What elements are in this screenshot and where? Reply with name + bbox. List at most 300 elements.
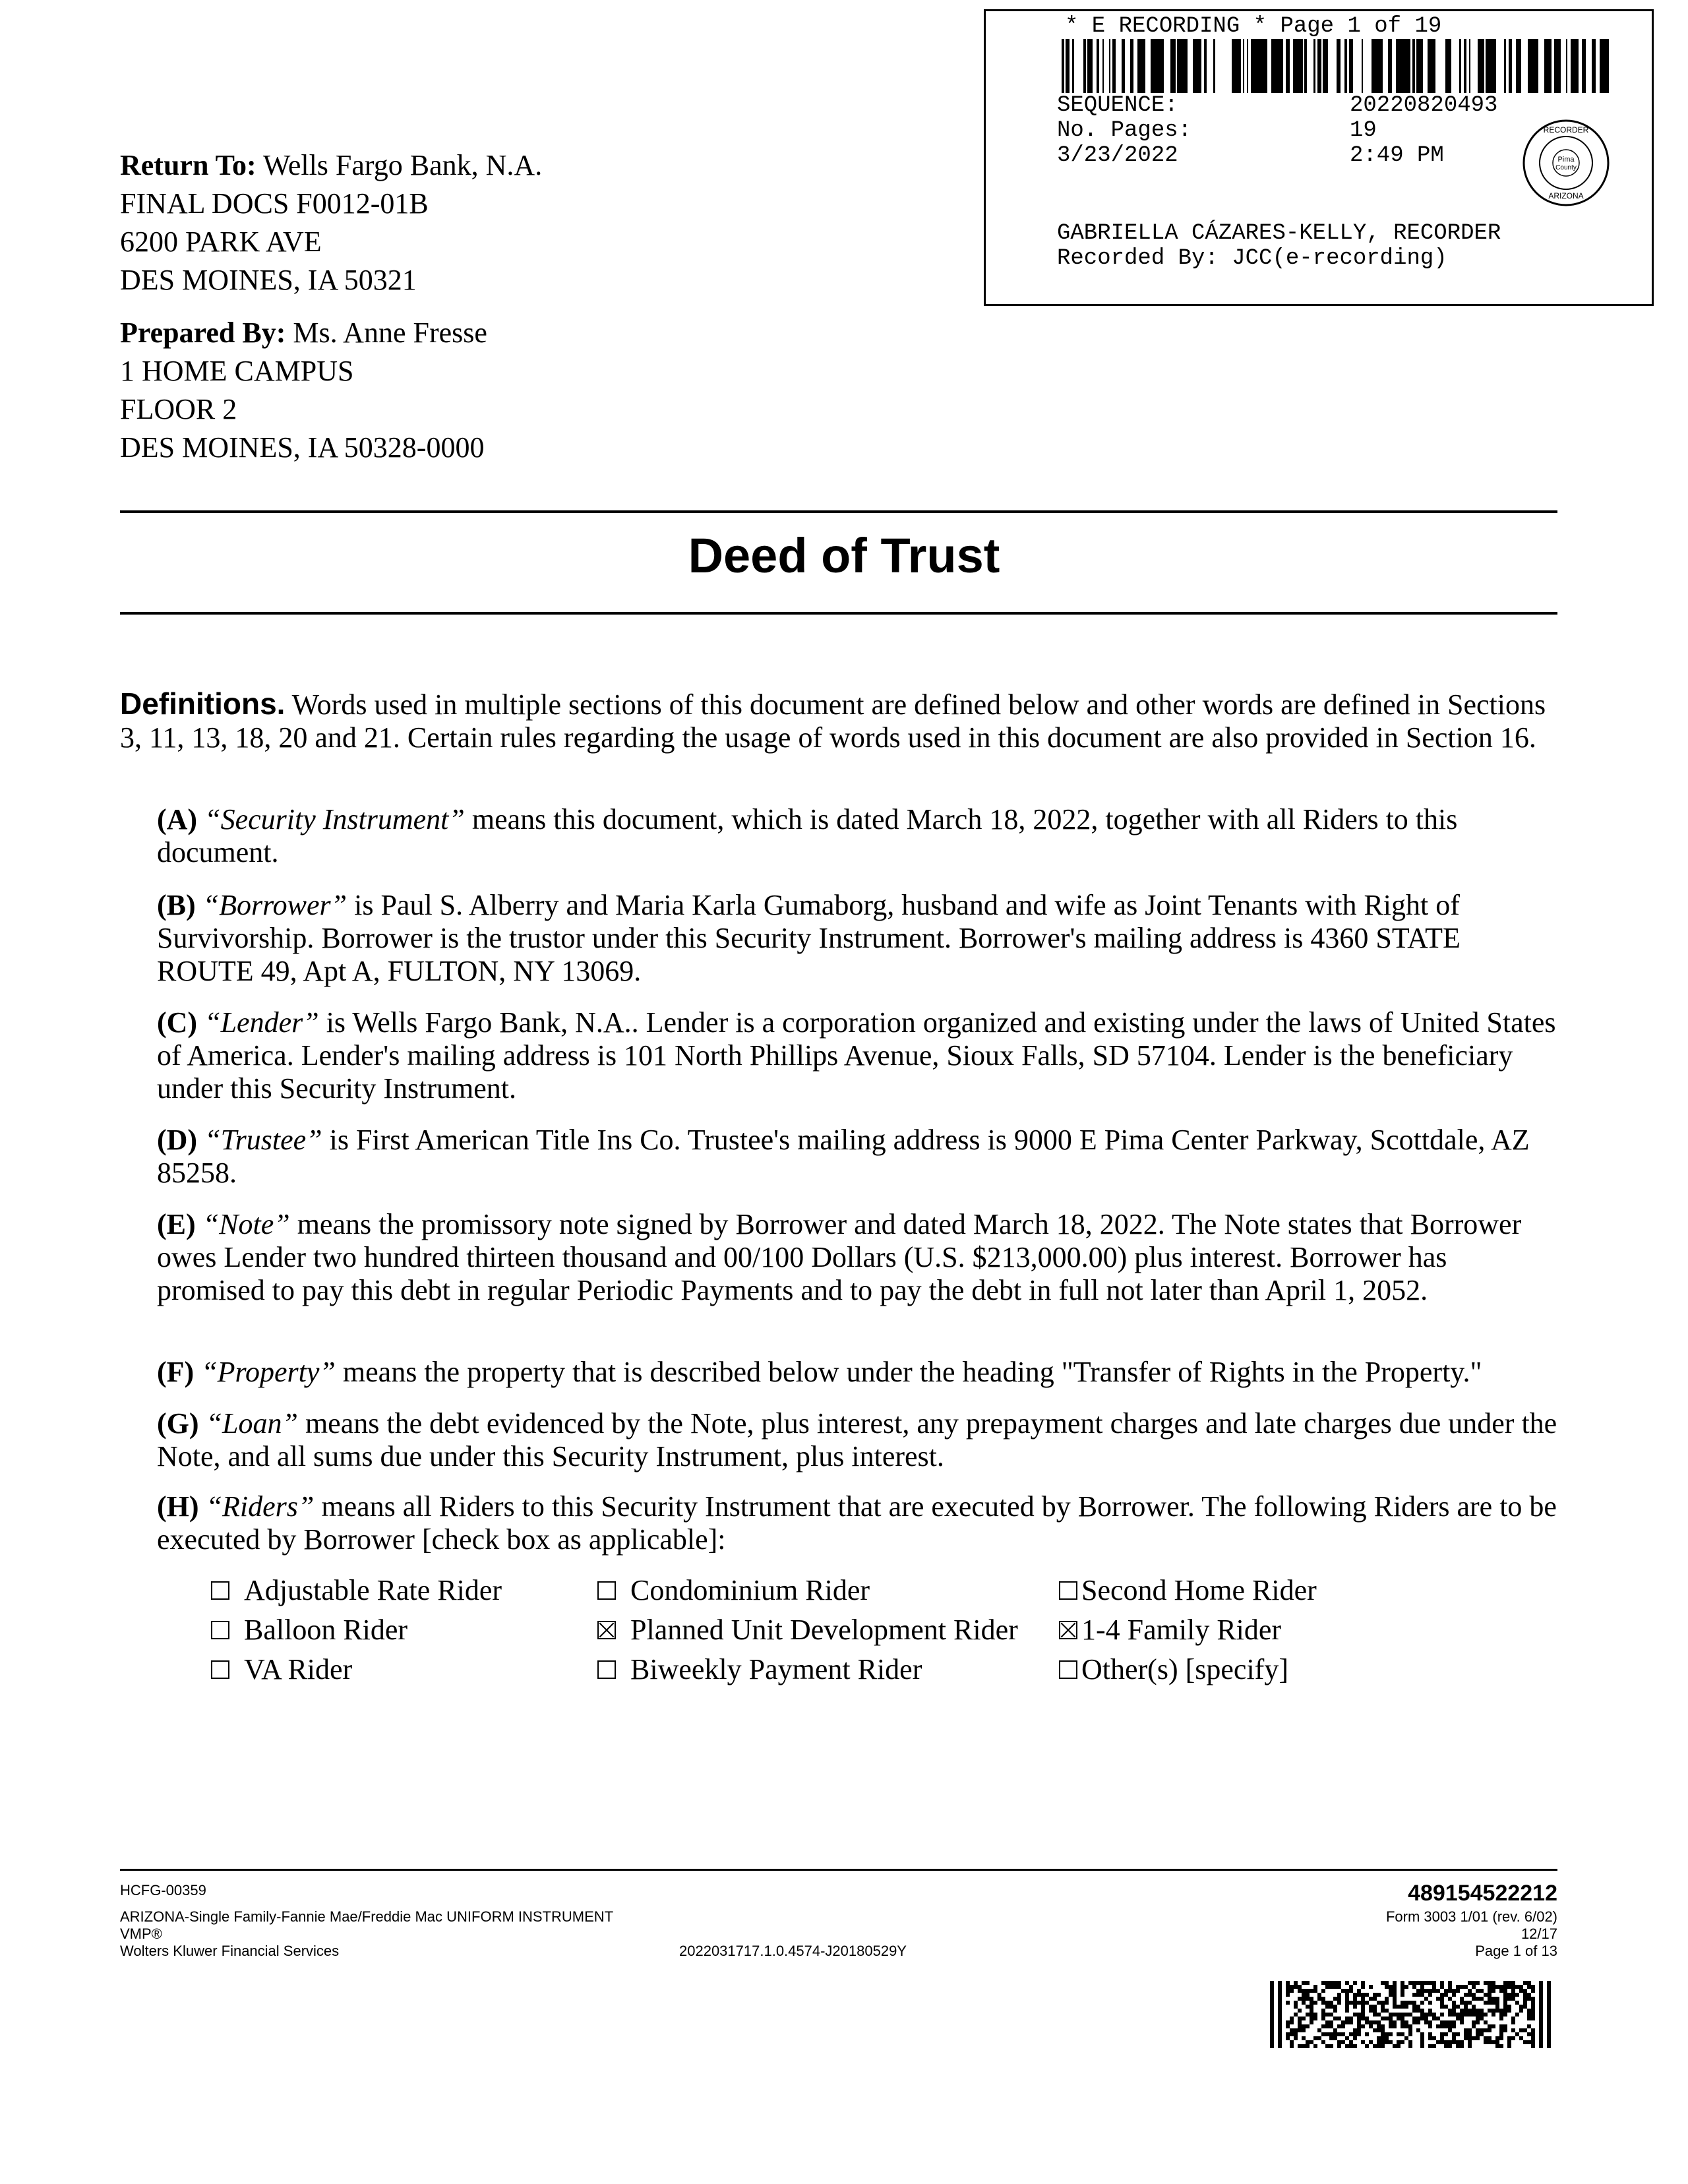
rider-1-4-family[interactable]: 1-4 Family Rider bbox=[1059, 1613, 1281, 1647]
barcode-bar bbox=[1388, 39, 1389, 93]
barcode-module bbox=[1310, 1997, 1313, 2001]
barcode-module bbox=[1393, 1989, 1397, 1993]
barcode-module bbox=[1349, 1985, 1353, 1989]
barcode-bar bbox=[1602, 39, 1603, 93]
barcode-module bbox=[1310, 1989, 1313, 1993]
barcode-module bbox=[1341, 2032, 1345, 2036]
barcode-module bbox=[1290, 1989, 1294, 1993]
rider-checkbox[interactable] bbox=[1059, 1581, 1077, 1600]
barcode-module bbox=[1337, 1997, 1341, 2001]
recorder-name: GABRIELLA CÁZARES-KELLY, RECORDER bbox=[1057, 221, 1501, 246]
barcode-module bbox=[1401, 1981, 1404, 1985]
barcode-module bbox=[1408, 1981, 1412, 1985]
barcode-module bbox=[1361, 2013, 1365, 2017]
barcode-module bbox=[1499, 2028, 1503, 2032]
barcode-module bbox=[1325, 2044, 1329, 2048]
barcode-module bbox=[1488, 2001, 1492, 2005]
barcode-bar bbox=[1606, 39, 1608, 93]
barcode-module bbox=[1373, 2028, 1377, 2032]
barcode-bar bbox=[1293, 39, 1296, 93]
barcode-module bbox=[1278, 2024, 1282, 2028]
barcode-module bbox=[1476, 2036, 1480, 2040]
barcode-bar bbox=[1559, 39, 1561, 93]
definition-item-b: (B) “Borrower” is Paul S. Alberry and Maria Karla Gumaborg, husband and wife as Joint Tenants with Right of Survivorship. Borrower is the trustor under this Security Instrument. Borrower's mailing address is 4360 STATE ROUTE 49, Apt A, FULTON, NY 13069. bbox=[157, 889, 1461, 987]
barcode-module bbox=[1325, 2005, 1329, 2009]
barcode-bar bbox=[1350, 39, 1353, 93]
definition-item-d: (D) “Trustee” is First American Title Ins Co. Trustee's mailing address is 9000 E Pima Center Parkway, Scottdale, AZ 85258. bbox=[157, 1124, 1530, 1189]
barcode-module bbox=[1480, 2028, 1484, 2032]
barcode-module bbox=[1373, 2013, 1377, 2017]
barcode-module bbox=[1484, 2036, 1488, 2040]
barcode-module bbox=[1329, 2044, 1333, 2048]
barcode-module bbox=[1499, 2017, 1503, 2020]
barcode-module bbox=[1452, 2009, 1456, 2013]
barcode-module bbox=[1401, 1985, 1404, 1989]
barcode-module bbox=[1286, 2020, 1290, 2024]
barcode-module bbox=[1539, 1997, 1543, 2001]
barcode-module bbox=[1492, 1997, 1495, 2001]
barcode-module bbox=[1412, 1981, 1416, 1985]
rider-checkbox[interactable] bbox=[211, 1660, 229, 1679]
barcode-module bbox=[1547, 1989, 1551, 1993]
barcode-bar bbox=[1304, 39, 1307, 93]
barcode-module bbox=[1401, 2001, 1404, 2005]
barcode-module bbox=[1329, 2020, 1333, 2024]
document-title: Deed of Trust bbox=[688, 528, 1000, 583]
barcode-module bbox=[1444, 2032, 1448, 2036]
barcode-module bbox=[1306, 2005, 1310, 2009]
barcode-bar bbox=[1375, 39, 1377, 93]
barcode-module bbox=[1499, 2036, 1503, 2040]
barcode-module bbox=[1511, 1993, 1515, 1997]
barcode-module bbox=[1531, 2040, 1535, 2044]
barcode-module bbox=[1357, 2024, 1361, 2028]
barcode-module bbox=[1357, 1989, 1361, 1993]
barcode-module bbox=[1480, 2032, 1484, 2036]
barcode-module bbox=[1492, 2001, 1495, 2005]
barcode-module bbox=[1440, 2036, 1444, 2040]
rider-checkbox[interactable] bbox=[597, 1660, 616, 1679]
barcode-bar bbox=[1603, 39, 1606, 93]
barcode-bar bbox=[1608, 39, 1609, 93]
barcode-module bbox=[1377, 2044, 1381, 2048]
recording-header: * E RECORDING * Page 1 of 19 bbox=[1065, 14, 1442, 39]
rider-checkbox[interactable] bbox=[597, 1621, 616, 1639]
barcode-module bbox=[1440, 1997, 1444, 2001]
svg-text:RECORDER: RECORDER bbox=[1543, 125, 1589, 135]
barcode-module bbox=[1472, 2020, 1476, 2024]
barcode-module bbox=[1329, 2005, 1333, 2009]
barcode-module bbox=[1278, 2017, 1282, 2020]
barcode-bar bbox=[1122, 39, 1125, 93]
barcode-bar bbox=[1519, 39, 1521, 93]
barcode-module bbox=[1472, 2009, 1476, 2013]
barcode-bar bbox=[1274, 39, 1277, 93]
barcode-module bbox=[1456, 1985, 1460, 1989]
barcode-module bbox=[1377, 2013, 1381, 2017]
barcode-module bbox=[1547, 1993, 1551, 1997]
barcode-module bbox=[1381, 2044, 1385, 2048]
barcode-module bbox=[1539, 1985, 1543, 1989]
barcode-module bbox=[1357, 2032, 1361, 2036]
barcode-module bbox=[1492, 1985, 1495, 1989]
barcode-module bbox=[1361, 1993, 1365, 1997]
barcode-module bbox=[1385, 2040, 1389, 2044]
barcode-module bbox=[1468, 1989, 1472, 1993]
barcode-module bbox=[1310, 2005, 1313, 2009]
barcode-bar bbox=[1420, 39, 1423, 93]
barcode-bar bbox=[1544, 39, 1548, 93]
barcode-module bbox=[1298, 2017, 1302, 2020]
barcode-module bbox=[1393, 2001, 1397, 2005]
barcode-module bbox=[1333, 2009, 1337, 2013]
barcode-module bbox=[1278, 2040, 1282, 2044]
barcode-module bbox=[1381, 1981, 1385, 1985]
barcode-bar bbox=[1400, 39, 1403, 93]
barcode-module bbox=[1404, 2020, 1408, 2024]
barcode-module bbox=[1357, 2001, 1361, 2005]
barcode-module bbox=[1302, 1981, 1306, 1985]
barcode-module bbox=[1464, 2009, 1468, 2013]
barcode-module bbox=[1290, 2028, 1294, 2032]
barcode-module bbox=[1464, 1985, 1468, 1989]
barcode-module bbox=[1310, 2009, 1313, 2013]
barcode-module bbox=[1389, 1993, 1393, 1997]
barcode-module bbox=[1317, 2036, 1321, 2040]
barcode-module bbox=[1333, 2032, 1337, 2036]
barcode-module bbox=[1460, 2009, 1464, 2013]
barcode-module bbox=[1444, 2020, 1448, 2024]
barcode-module bbox=[1503, 2028, 1507, 2032]
barcode-module bbox=[1440, 2013, 1444, 2017]
barcode-bar bbox=[1296, 39, 1299, 93]
barcode-bar bbox=[1196, 39, 1199, 93]
barcode-module bbox=[1515, 2013, 1519, 2017]
barcode-module bbox=[1270, 2032, 1274, 2036]
barcode-module bbox=[1444, 2005, 1448, 2009]
barcode-module bbox=[1511, 1981, 1515, 1985]
barcode-module bbox=[1317, 2028, 1321, 2032]
barcode-module bbox=[1484, 1981, 1488, 1985]
barcode-module bbox=[1484, 1993, 1488, 1997]
barcode-module bbox=[1511, 2028, 1515, 2032]
loan-number: 489154522212 bbox=[1408, 1881, 1557, 1906]
rider-checkbox[interactable] bbox=[1059, 1621, 1077, 1639]
barcode-module bbox=[1337, 1981, 1341, 1985]
barcode-module bbox=[1456, 1989, 1460, 1993]
return-to-line2: 6200 PARK AVE bbox=[120, 226, 322, 258]
barcode-module bbox=[1436, 2024, 1440, 2028]
barcode-module bbox=[1278, 2044, 1282, 2048]
barcode-module bbox=[1444, 1989, 1448, 1993]
barcode-module bbox=[1298, 2044, 1302, 2048]
barcode-module bbox=[1302, 2036, 1306, 2040]
barcode-module bbox=[1448, 2040, 1452, 2044]
barcode-module bbox=[1480, 2013, 1484, 2017]
barcode-module bbox=[1278, 1985, 1282, 1989]
barcode-module bbox=[1294, 2005, 1298, 2009]
barcode-bar bbox=[1490, 39, 1493, 93]
barcode-module bbox=[1333, 2036, 1337, 2040]
definition-item-a: (A) “Security Instrument” means this document, which is dated March 18, 2022, together with all Riders to this document. bbox=[157, 803, 1458, 868]
barcode-module bbox=[1420, 2013, 1424, 2017]
barcode-module bbox=[1357, 2020, 1361, 2024]
barcode-module bbox=[1444, 1993, 1448, 1997]
barcode-bar bbox=[1433, 39, 1435, 93]
barcode-module bbox=[1361, 1985, 1365, 1989]
barcode-module bbox=[1444, 2044, 1448, 2048]
barcode-module bbox=[1321, 1981, 1325, 1985]
barcode-module bbox=[1412, 2001, 1416, 2005]
barcode-module bbox=[1492, 2013, 1495, 2017]
barcode-module bbox=[1547, 2017, 1551, 2020]
rider-others[interactable]: Other(s) [specify] bbox=[1059, 1653, 1288, 1686]
barcode-module bbox=[1369, 1997, 1373, 2001]
barcode-module bbox=[1456, 2017, 1460, 2020]
barcode-module bbox=[1484, 2013, 1488, 2017]
definition-item-c: (C) “Lender” is Wells Fargo Bank, N.A.. Lender is a corporation organized and existing under the laws of United States of America. Lender's mailing address is 101 North Phillips Avenue, Sioux Falls, SD 57104. Lender is the beneficiary under this Security Instrument. bbox=[157, 1006, 1556, 1105]
barcode-module bbox=[1393, 1993, 1397, 1997]
barcode-module bbox=[1476, 1997, 1480, 2001]
barcode-module bbox=[1468, 2028, 1472, 2032]
barcode-bar bbox=[1554, 39, 1557, 93]
barcode-module bbox=[1325, 2032, 1329, 2036]
barcode-bar bbox=[1493, 39, 1496, 93]
barcode-module bbox=[1495, 1997, 1499, 2001]
barcode-module bbox=[1290, 1985, 1294, 1989]
barcode-module bbox=[1389, 1989, 1393, 1993]
barcode-module bbox=[1515, 2032, 1519, 2036]
barcode-module bbox=[1329, 2013, 1333, 2017]
barcode-bar bbox=[1430, 39, 1433, 93]
barcode-module bbox=[1464, 2001, 1468, 2005]
title-rule-top bbox=[120, 510, 1557, 513]
barcode-module bbox=[1452, 2005, 1456, 2009]
barcode-module bbox=[1369, 2020, 1373, 2024]
barcode-module bbox=[1452, 2024, 1456, 2028]
barcode-module bbox=[1345, 1993, 1349, 1997]
barcode-bar bbox=[1323, 39, 1324, 93]
footer-rule bbox=[120, 1869, 1557, 1871]
barcode-module bbox=[1472, 2024, 1476, 2028]
barcode-module bbox=[1397, 2005, 1401, 2009]
footer-2d-barcode bbox=[1270, 1981, 1553, 2049]
barcode-module bbox=[1432, 1989, 1436, 1993]
barcode-module bbox=[1337, 2044, 1341, 2048]
barcode-module bbox=[1389, 2024, 1393, 2028]
barcode-module bbox=[1313, 2017, 1317, 2020]
barcode-module bbox=[1397, 2044, 1401, 2048]
rider-adjustable-rate[interactable]: Adjustable Rate Rider bbox=[211, 1573, 502, 1607]
barcode-module bbox=[1357, 1993, 1361, 1997]
barcode-module bbox=[1488, 1989, 1492, 1993]
barcode-bar bbox=[1478, 39, 1480, 93]
barcode-module bbox=[1511, 1997, 1515, 2001]
barcode-module bbox=[1278, 1989, 1282, 1993]
barcode-module bbox=[1294, 1985, 1298, 1989]
barcode-module bbox=[1499, 2044, 1503, 2048]
barcode-module bbox=[1270, 2024, 1274, 2028]
barcode-bar bbox=[1083, 39, 1086, 93]
barcode-module bbox=[1310, 2017, 1313, 2020]
barcode-module bbox=[1456, 2044, 1460, 2048]
barcode-module bbox=[1325, 2020, 1329, 2024]
barcode-module bbox=[1547, 2040, 1551, 2044]
barcode-module bbox=[1460, 2020, 1464, 2024]
barcode-module bbox=[1440, 2020, 1444, 2024]
barcode-module bbox=[1440, 2024, 1444, 2028]
barcode-module bbox=[1393, 2024, 1397, 2028]
rider-checkbox[interactable] bbox=[211, 1621, 229, 1639]
barcode-module bbox=[1393, 2044, 1397, 2048]
barcode-module bbox=[1345, 2005, 1349, 2009]
barcode-module bbox=[1306, 1981, 1310, 1985]
barcode-module bbox=[1353, 2032, 1357, 2036]
barcode-module bbox=[1480, 1989, 1484, 1993]
barcode-module bbox=[1404, 2005, 1408, 2009]
barcode-module bbox=[1523, 1993, 1527, 1997]
barcode-module bbox=[1401, 2040, 1404, 2044]
barcode-bar bbox=[1213, 39, 1215, 93]
barcode-module bbox=[1270, 2013, 1274, 2017]
barcode-module bbox=[1341, 1989, 1345, 1993]
barcode-module bbox=[1468, 2032, 1472, 2036]
barcode-module bbox=[1329, 2024, 1333, 2028]
barcode-bar bbox=[1576, 39, 1579, 93]
barcode-module bbox=[1361, 1997, 1365, 2001]
barcode-module bbox=[1460, 1985, 1464, 1989]
barcode-module bbox=[1278, 1981, 1282, 1985]
barcode-module bbox=[1294, 2001, 1298, 2005]
barcode-module bbox=[1511, 1989, 1515, 1993]
barcode-module bbox=[1492, 2040, 1495, 2044]
barcode-module bbox=[1539, 2024, 1543, 2028]
barcode-module bbox=[1385, 1997, 1389, 2001]
barcode-module bbox=[1321, 2009, 1325, 2013]
barcode-module bbox=[1385, 2009, 1389, 2013]
barcode-bar bbox=[1571, 39, 1572, 93]
barcode-module bbox=[1365, 2017, 1369, 2020]
barcode-module bbox=[1298, 1985, 1302, 1989]
rider-biweekly-payment[interactable]: Biweekly Payment Rider bbox=[597, 1653, 922, 1686]
barcode-module bbox=[1440, 2001, 1444, 2005]
barcode-bar bbox=[1326, 39, 1328, 93]
svg-text:County: County bbox=[1555, 164, 1577, 171]
barcode-module bbox=[1432, 2017, 1436, 2020]
barcode-module bbox=[1286, 1993, 1290, 1997]
barcode-module bbox=[1531, 2009, 1535, 2013]
barcode-module bbox=[1460, 2040, 1464, 2044]
barcode-module bbox=[1393, 1981, 1397, 1985]
barcode-module bbox=[1539, 1989, 1543, 1993]
barcode-bar bbox=[1372, 39, 1375, 93]
barcode-module bbox=[1472, 1997, 1476, 2001]
barcode-module bbox=[1480, 1997, 1484, 2001]
barcode-module bbox=[1310, 2040, 1313, 2044]
barcode-module bbox=[1416, 1981, 1420, 1985]
barcode-module bbox=[1484, 2040, 1488, 2044]
barcode-module bbox=[1511, 2020, 1515, 2024]
barcode-module bbox=[1361, 2005, 1365, 2009]
barcode-bar bbox=[1509, 39, 1512, 93]
rider-condominium[interactable]: Condominium Rider bbox=[597, 1573, 870, 1607]
barcode-module bbox=[1341, 2020, 1345, 2024]
footer-publisher: Wolters Kluwer Financial Services bbox=[120, 1943, 340, 1959]
barcode-module bbox=[1539, 2020, 1543, 2024]
barcode-module bbox=[1523, 1989, 1527, 1993]
barcode-bar bbox=[1528, 39, 1530, 93]
barcode-module bbox=[1278, 2020, 1282, 2024]
barcode-module bbox=[1448, 2044, 1452, 2048]
rider-va[interactable]: VA Rider bbox=[211, 1653, 352, 1686]
rider-planned-unit-development[interactable]: Planned Unit Development Rider bbox=[597, 1613, 1018, 1647]
rider-checkbox[interactable] bbox=[1059, 1660, 1077, 1679]
barcode-module bbox=[1476, 2020, 1480, 2024]
barcode-module bbox=[1306, 1993, 1310, 1997]
barcode-module bbox=[1298, 1997, 1302, 2001]
barcode-module bbox=[1503, 2001, 1507, 2005]
barcode-module bbox=[1488, 1997, 1492, 2001]
barcode-module bbox=[1531, 2001, 1535, 2005]
barcode-module bbox=[1452, 2032, 1456, 2036]
barcode-module bbox=[1503, 1989, 1507, 1993]
barcode-module bbox=[1302, 2024, 1306, 2028]
barcode-module bbox=[1298, 1989, 1302, 1993]
barcode-bar bbox=[1277, 39, 1280, 93]
barcode-module bbox=[1476, 1989, 1480, 1993]
barcode-module bbox=[1432, 1981, 1436, 1985]
barcode-module bbox=[1321, 2040, 1325, 2044]
barcode-module bbox=[1333, 2005, 1337, 2009]
definition-item-g: (G) “Loan” means the debt evidenced by the Note, plus interest, any prepayment charges and late charges due under the Note, and all sums due under this Security Instrument, plus interest. bbox=[157, 1407, 1557, 1472]
barcode-module bbox=[1523, 2028, 1527, 2032]
barcode-module bbox=[1270, 2044, 1274, 2048]
barcode-bar bbox=[1091, 39, 1093, 93]
barcode-bar bbox=[1257, 39, 1261, 93]
barcode-module bbox=[1381, 2028, 1385, 2032]
barcode-module bbox=[1495, 1985, 1499, 1989]
barcode-module bbox=[1333, 2017, 1337, 2020]
barcode-module bbox=[1408, 2001, 1412, 2005]
barcode-module bbox=[1381, 2040, 1385, 2044]
barcode-module bbox=[1393, 1985, 1397, 1989]
rider-checkbox[interactable] bbox=[597, 1581, 616, 1600]
county-recorder-seal bbox=[1520, 117, 1612, 209]
rider-checkbox[interactable] bbox=[211, 1581, 229, 1600]
rider-second-home[interactable]: Second Home Rider bbox=[1059, 1573, 1317, 1607]
barcode-module bbox=[1424, 2013, 1428, 2017]
barcode-module bbox=[1436, 2017, 1440, 2020]
barcode-module bbox=[1270, 1997, 1274, 2001]
barcode-module bbox=[1456, 2005, 1460, 2009]
barcode-module bbox=[1310, 2013, 1313, 2017]
barcode-bar bbox=[1160, 39, 1164, 93]
definition-item-f: (F) “Property” means the property that is described below under the heading "Transfer of Rights in the Property." bbox=[157, 1356, 1482, 1388]
sequence-value: 20220820493 bbox=[1350, 93, 1498, 118]
barcode-module bbox=[1492, 1989, 1495, 1993]
barcode-module bbox=[1531, 2005, 1535, 2009]
rider-balloon[interactable]: Balloon Rider bbox=[211, 1613, 407, 1647]
footer-code: HCFG-00359 bbox=[120, 1882, 206, 1898]
barcode-module bbox=[1432, 2044, 1436, 2048]
barcode-module bbox=[1270, 1989, 1274, 1993]
barcode-module bbox=[1464, 2036, 1468, 2040]
barcode-module bbox=[1428, 2001, 1432, 2005]
barcode-module bbox=[1424, 1997, 1428, 2001]
barcode-module bbox=[1547, 2028, 1551, 2032]
barcode-module bbox=[1539, 2040, 1543, 2044]
barcode-module bbox=[1306, 2013, 1310, 2017]
